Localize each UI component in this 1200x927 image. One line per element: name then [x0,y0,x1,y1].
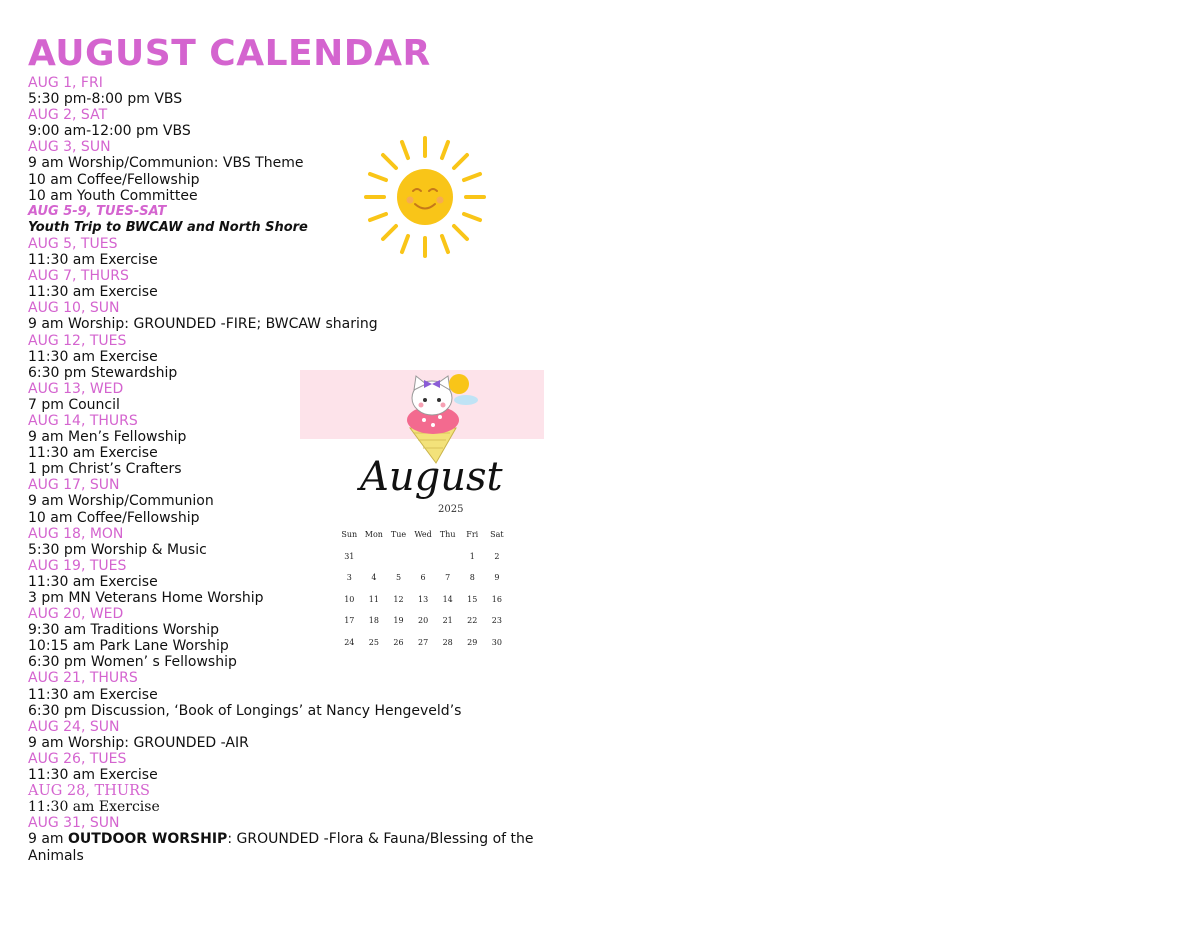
event-line: 1 pm Christ’s Crafters [28,461,182,478]
day-cell: 12 [393,594,404,604]
day-cell: 3 [346,573,352,582]
event-line [28,831,548,863]
day-cell: 1 [469,551,475,561]
event-line: 5:30 pm Worship & Music [28,541,207,558]
day-cell [411,549,436,571]
day-cell: 5 [395,573,402,582]
event-aug-28 [28,783,548,815]
event-aug-21 [28,670,548,718]
event-aug-31 [28,815,548,863]
day-cell: 19 [393,616,404,625]
day-cell: 7 [445,573,451,582]
mini-calendar-year: 2025 [438,504,464,515]
day-cell: 6 [420,573,426,582]
day-cell: 9 [494,573,500,582]
mini-calendar-grid [337,527,507,656]
event-line: 11:30 am Exercise [28,284,158,301]
event-line: 7 pm Council [28,396,120,413]
event-aug-24 [28,719,548,751]
event-date: AUG 14, THURS [28,412,138,429]
event-line: 3 pm MN Veterans Home Worship [28,590,264,606]
cat-ice-cream-icon [388,370,488,465]
event-line: 11:30 am Exercise [28,573,158,590]
event-line: 6:30 pm Women’ s Fellowship [28,654,237,671]
event-date: AUG 26, TUES [28,750,127,767]
event-date: AUG 2, SAT [28,107,108,124]
day-cell: 2 [494,551,500,561]
weekday-label: Thu [439,530,456,539]
day-cell: 23 [491,616,502,625]
weekday-label: Mon [364,530,383,539]
day-cell [386,549,411,571]
day-cell: 20 [417,616,429,625]
day-cell: 16 [491,594,502,604]
day-cell: 21 [442,616,453,625]
event-line: 11:30 am Exercise [28,252,158,269]
event-line: 11:30 am Exercise [28,445,158,462]
event-line: 10 am Youth Committee [28,187,198,204]
weekday-label: Wed [414,530,432,539]
day-cell: 29 [467,637,478,647]
event-date: AUG 19, TUES [28,557,127,574]
day-cell: 10 [344,594,355,604]
event-date: AUG 13, WED [28,380,124,397]
day-cell: 4 [371,573,377,582]
day-cell: 24 [344,637,355,647]
event-date: AUG 5-9, TUES-SAT [28,203,167,219]
event-line: 9 am Worship: GROUNDED -AIR [28,734,249,751]
event-line: 9:00 am-12:00 pm VBS [28,123,191,140]
day-cell [435,549,460,571]
event-date: AUG 12, TUES [28,332,127,349]
day-cell: 30 [491,637,502,647]
event-line: 11:30 am Exercise [28,348,158,365]
event-aug-26 [28,751,548,783]
event-date: AUG 20, WED [28,606,124,623]
outdoor-worship-label: OUTDOOR WORSHIP [68,831,228,848]
day-cell: 26 [393,637,404,647]
day-cell: 31 [344,551,355,561]
event-date: AUG 21, THURS [28,670,138,687]
event-date: AUG 31, SUN [28,815,120,832]
event-line-prefix: 9 am [28,831,69,848]
event-line: 6:30 pm Stewardship [28,364,178,381]
weekday-label: Sat [490,530,504,539]
event-line: 9 am Worship: GROUNDED -FIRE; BWCAW sharing [28,316,378,333]
event-date: AUG 10, SUN [28,300,120,317]
event-date: AUG 18, MON [28,525,124,542]
event-aug-10 [28,300,548,332]
event-date: AUG 5, TUES [28,235,118,252]
event-aug-1 [28,75,548,107]
event-line: Youth Trip to BWCAW and North Shore [28,219,308,235]
weekday-label: Sun [341,530,358,539]
day-cell [362,549,387,571]
day-cell: 8 [469,573,475,582]
event-line: 11:30 am Exercise [28,799,160,816]
event-line: 10 am Coffee/Fellowship [28,171,200,188]
event-line: 11:30 am Exercise [28,767,158,784]
day-cell: 28 [442,637,453,647]
event-line: 10:15 am Park Lane Worship [28,638,229,655]
event-date: AUG 7, THURS [28,268,129,285]
event-line: 5:30 pm-8:00 pm VBS [28,91,183,108]
event-line: 9 am Worship/Communion [28,493,214,510]
weekday-label: Fri [466,530,479,539]
day-cell: 11 [368,594,379,604]
event-line: 9 am Men’s Fellowship [28,429,187,446]
page-title: AUGUST CALENDAR [28,33,431,74]
day-cell: 13 [417,594,429,604]
event-date: AUG 3, SUN [28,139,111,156]
weekday-label: Tue [390,530,407,539]
mini-calendar-month: August [360,454,503,500]
event-date: AUG 24, SUN [28,718,120,735]
event-line: 10 am Coffee/Fellowship [28,509,200,526]
day-cell: 17 [344,616,355,625]
event-line-rest: : GROUNDED -Flora & Fauna/Blessing of the Animals [28,831,534,864]
day-cell: 22 [467,616,478,625]
event-line: 6:30 pm Discussion, ‘Book of Longings’ at Nancy Hengeveld’s [28,702,462,719]
event-date: AUG 1, FRI [28,75,103,91]
day-cell: 18 [368,616,379,625]
event-date: AUG 28, THURS [28,783,150,800]
day-cell: 14 [442,594,453,604]
event-aug-7 [28,268,548,300]
event-line: 9:30 am Traditions Worship [28,622,220,639]
sun-icon [360,132,490,262]
day-cell: 25 [368,637,379,647]
event-line: 9 am Worship/Communion: VBS Theme [28,155,304,172]
day-cell: 15 [467,594,478,604]
event-date: AUG 17, SUN [28,477,120,494]
day-cell: 27 [417,637,429,647]
event-line: 11:30 am Exercise [28,686,158,703]
